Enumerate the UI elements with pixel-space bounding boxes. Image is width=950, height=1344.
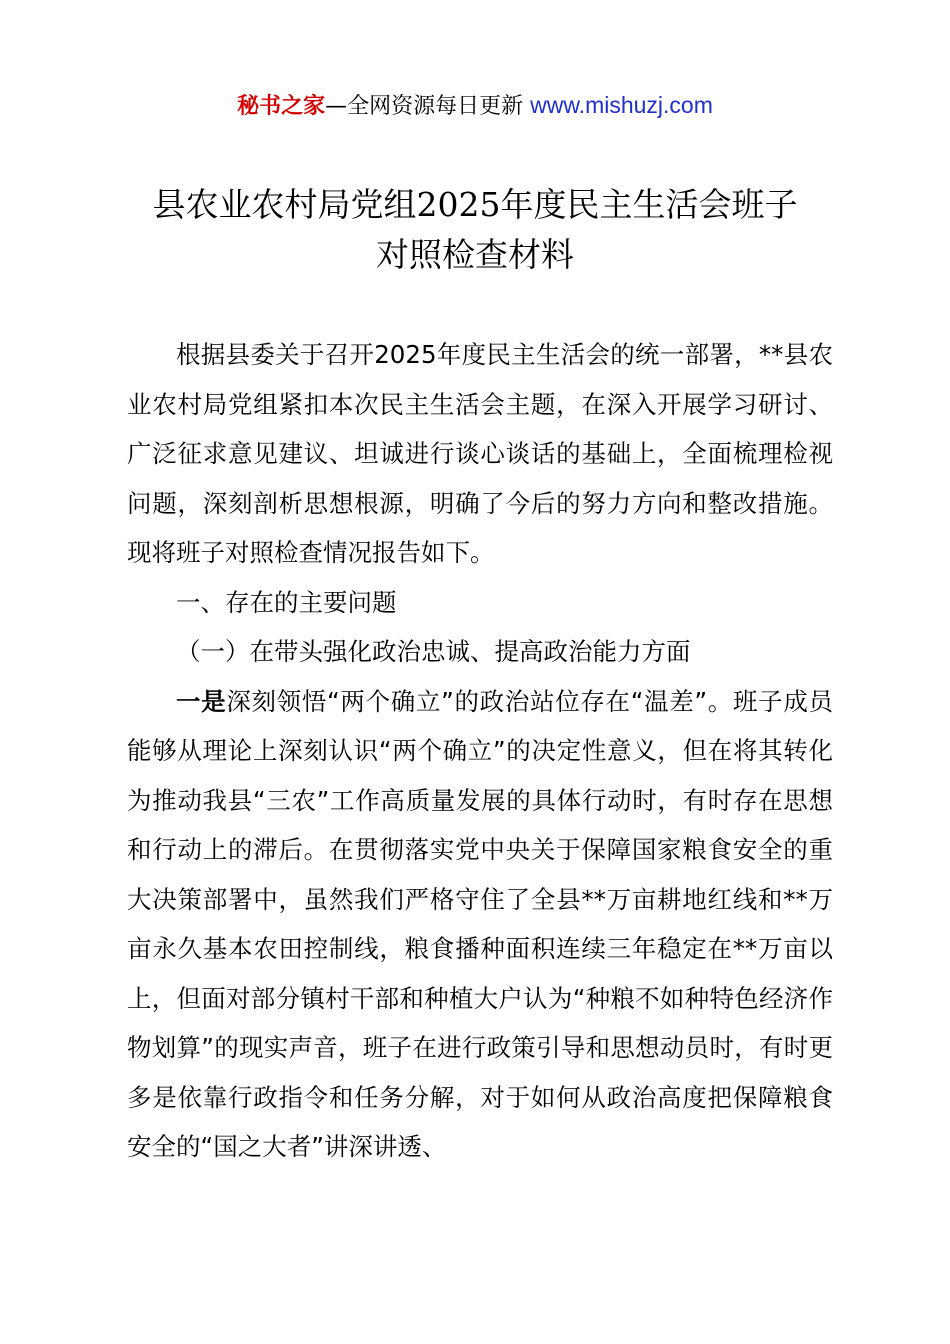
- title-line-1: 县农业农村局党组2025年度民主生活会班子: [152, 185, 798, 224]
- point-lead: 一是: [176, 686, 227, 716]
- title-line-2: 对照检查材料: [376, 235, 574, 274]
- site-url-link[interactable]: www.mishuzj.com: [530, 92, 713, 118]
- site-tagline: —全网资源每日更新: [325, 94, 531, 119]
- site-brand: 秘书之家: [237, 94, 326, 119]
- site-header: [0, 88, 950, 124]
- document-body: [127, 330, 833, 1172]
- point-text: 深刻领悟“两个确立”的政治站位存在“温差”。班子成员能够从理论上深刻认识“两个确立”的决定性意义，但在将其转化为推动我县“三农”工作高质量发展的具体行动时，有时存在思想和行动上的滞后。在贯彻落实党中央关于保障国家粮食安全的重大决策部署中，虽然我们严格守住了全县**万亩耕地红线和**万亩永久基本农田控制线，粮食播种面积连续三年稳定在**万亩以上，但面对部分镇村干部和种植大户认为“种粮不如种特色经济作物划算”的现实声音，班子在进行政策引导和思想动员时，有时更多是依靠行政指令和任务分解，对于如何从政治高度把保障粮食安全的“国之大者”讲深讲透、: [127, 686, 833, 1161]
- subsection-heading: （一）在带头强化政治忠诚、提高政治能力方面: [176, 637, 691, 666]
- point-paragraph: [127, 677, 833, 1172]
- intro-paragraph: 根据县委关于召开2025年度民主生活会的统一部署，**县农业农村局党组紧扣本次民主生活会主题，在深入开展学习研讨、广泛征求意见建议、坦诚进行谈心谈话的基础上，全面梳理检视问题，深刻剖析思想根源，明确了今后的努力方向和整改措施。现将班子对照检查情况报告如下。: [127, 340, 833, 567]
- section-heading: 一、存在的主要问题: [176, 587, 397, 617]
- document-title: [100, 180, 850, 280]
